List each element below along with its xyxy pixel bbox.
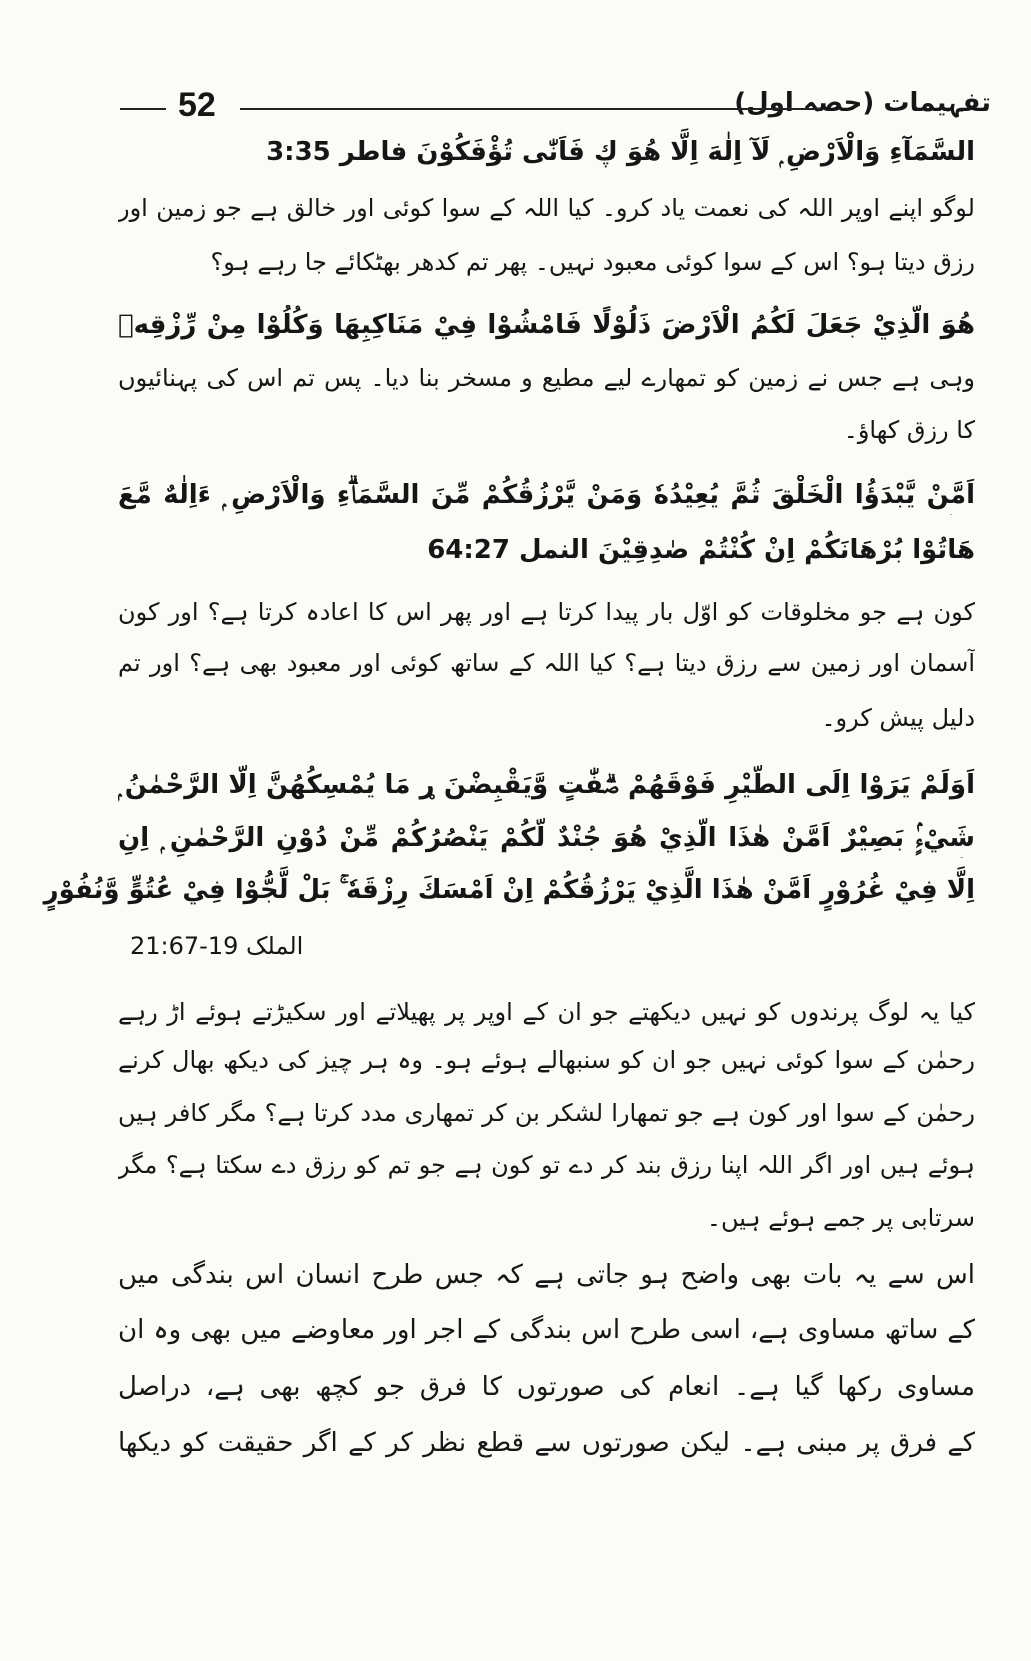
text-line: مساوی رکھا گیا ہے۔ انعام کی صورتوں کا فرق جو کچھ بھی ہے، دراصل bbox=[118, 1372, 975, 1402]
quran-verse-line: اَمَّنْ يَّبْدَؤُا الْخَلْقَ ثُمَّ يُعِيْدُهٗ وَمَنْ يَّرْزُقُكُمْ مِّنَ السَّمَاۗءِ وَالْاَرْضِ ۭ ءَاِلٰهٌ مَّعَ bbox=[118, 480, 975, 510]
text-line: کیا یہ لوگ پرندوں کو نہیں دیکھتے جو ان کے اوپر پر پھیلاتے اور سکیڑتے ہوئے اڑ رہے bbox=[118, 998, 975, 1026]
text-line: رزق دیتا ہو؟ اس کے سوا کوئی معبود نہیں۔ پھر تم کدھر بھٹکائے جا رہے ہو؟ bbox=[210, 248, 975, 276]
text-line: دلیل پیش کرو۔ bbox=[821, 704, 975, 732]
text-line: کے ساتھ مساوی ہے، اسی طرح اس بندگی کے اجر اور معاوضے میں بھی وہ ان bbox=[118, 1315, 975, 1345]
header-dash bbox=[120, 108, 166, 110]
text-line: اس سے یہ بات بھی واضح ہو جاتی ہے کہ جس طرح انسان اس بندگی میں bbox=[118, 1260, 975, 1290]
text-line: سرتابی پر جمے ہوئے ہیں۔ bbox=[706, 1204, 975, 1232]
page-number: 52 bbox=[178, 86, 216, 124]
text-line: کون ہے جو مخلوقات کو اوّل بار پیدا کرتا ہے اور پھر اس کا اعادہ کرتا ہے؟ اور کون bbox=[118, 598, 975, 626]
text-line: کا رزق کھاؤ۔ bbox=[843, 416, 975, 444]
text-line: ہوئے ہیں اور اگر اللہ اپنا رزق بند کر دے تو کون ہے جو تم کو رزق دے سکتا ہے؟ مگر bbox=[118, 1151, 975, 1179]
quran-verse-line: السَّمَآءِ وَالْاَرْضِ ۭ لَآ اِلٰهَ اِلَّا هُوَ ڮ فَاَنّٰى تُؤْفَكُوْنَ فاطر 3:35 bbox=[266, 137, 975, 167]
text-line: لوگو اپنے اوپر اللہ کی نعمت یاد کرو۔ کیا اللہ کے سوا کوئی اور خالق ہے جو زمین اور bbox=[118, 194, 975, 222]
text-line: کے فرق پر مبنی ہے۔ لیکن صورتوں سے قطع نظر کر کے اگر حقیقت کو دیکھا bbox=[118, 1428, 975, 1458]
quran-verse-line: هَاتُوْا بُرْهَانَكُمْ اِنْ كُنْتُمْ صٰدِقِيْنَ النمل 64:27 bbox=[427, 535, 975, 565]
text-line: رحمٰن کے سوا کوئی نہیں جو ان کو سنبھالے ہوئے ہو۔ وہ ہر چیز کی دیکھ بھال کرنے bbox=[118, 1046, 975, 1074]
text-line: وہی ہے جس نے زمین کو تمھارے لیے مطیع و مسخر بنا دیا۔ پس تم اس کی پہنائیوں bbox=[118, 364, 975, 392]
verse-reference: الملک 19-21:67 bbox=[130, 932, 304, 960]
header-rule bbox=[240, 108, 821, 110]
text-line: رحمٰن کے سوا اور کون ہے جو تمھارا لشکر بن کر تمھاری مدد کرتا ہے؟ مگر کافر ہیں bbox=[118, 1099, 975, 1127]
quran-verse-line: هُوَ الَّذِيْ جَعَلَ لَكُمُ الْاَرْضَ ذَلُوْلًا فَامْشُوْا فِيْ مَنَاكِبِهَا وَكُلُوْا مِنْ رِّزْقِهٖ bbox=[118, 310, 975, 340]
book-title: تفہیمات (حصہ اول) bbox=[734, 88, 991, 118]
quran-verse-line: اَوَلَمْ يَرَوْا اِلَى الطَّيْرِ فَوْقَهُمْ صٰۗفّٰتٍ وَّيَقْبِضْنَ ړ مَا يُمْسِكُهُنَّ اِلَّا الرَّحْمٰنُ ۭ bbox=[118, 770, 975, 800]
quran-verse-line: شَيْءٍۢ بَصِيْرٌ اَمَّنْ هٰذَا الَّذِيْ هُوَ جُنْدٌ لَّكُمْ يَنْصُرُكُمْ مِّنْ دُوْنِ الرَّحْمٰنِ ۭ اِنِ bbox=[118, 823, 975, 853]
quran-verse-line: اِلَّا فِيْ غُرُوْرٍ اَمَّنْ هٰذَا الَّذِيْ يَرْزُقُكُمْ اِنْ اَمْسَكَ رِزْقَهٗ ۚ بَلْ لَّجُّوْا فِيْ عُتُوٍّ وَّنُفُوْرٍ bbox=[43, 875, 975, 905]
text-line: آسمان اور زمین سے رزق دیتا ہے؟ کیا اللہ کے ساتھ کوئی اور معبود بھی ہے؟ اور تم bbox=[118, 649, 975, 677]
